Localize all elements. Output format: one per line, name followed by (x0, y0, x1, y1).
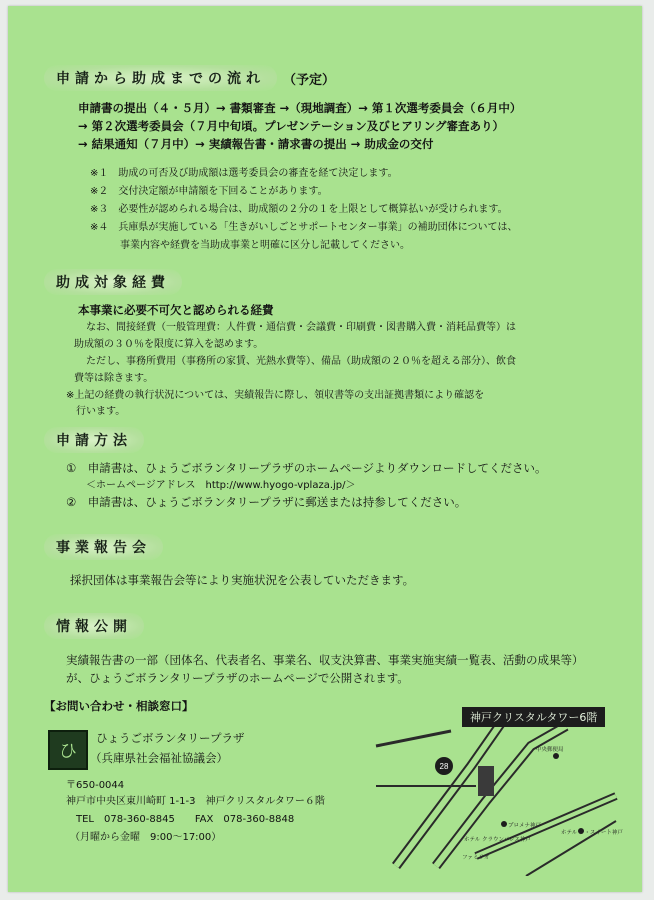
contact-tel-fax: TEL 078-360-8845 FAX 078-360-8848 (76, 814, 295, 825)
target-lead: 本事業に必要不可欠と認められる経費 (78, 303, 274, 317)
map-label: プロメナ神戸 (508, 823, 542, 829)
flow-note: ※３ 必要性が認められる場合は、助成額の２分の１を上限として概算払いが受けられます。 (90, 204, 508, 215)
target-line: ただし、事務所費用（事務所の家賃、光熱水費等）、備品（助成額の２０％を超える部分）、飲食 (86, 356, 516, 367)
access-map (366, 706, 624, 876)
method-url: ＜ホームページアドレス http://www.hyogo-vplaza.jp/＞ (66, 480, 356, 491)
target-line: なお、間接経費（一般管理費：人件費・通信費・会議費・印刷費・図書購入費・消耗品費等）は (86, 322, 516, 333)
flow-line: 申請書の提出（４・５月）→ 書類審査 →（現地調査）→ 第１次選考委員会（６月中） (78, 101, 522, 115)
section-title: 助成対象経費 (44, 269, 182, 295)
flow-line: → 第２次選考委員会（７月中旬頃。プレゼンテーション及びヒアリング審査あり） (78, 119, 505, 133)
flow-line: → 結果通知（７月中）→ 実績報告書・請求書の提出 → 助成金の交付 (78, 137, 434, 151)
contact-org-sub: （兵庫県社会福祉協議会） (90, 751, 228, 765)
section-title: 事業報告会 (44, 534, 163, 560)
target-line: 助成額の３０％を限度に算入を認めます。 (74, 339, 264, 350)
section-header-flow (44, 64, 335, 92)
method-line: ① 申請書は、ひょうごボランタリープラザのホームページよりダウンロードしてください。 (66, 461, 547, 475)
section-title: 情報公開 (44, 613, 144, 639)
flow-note: ※１ 助成の可否及び助成額は選考委員会の審査を経て決定します。 (90, 168, 398, 179)
route-number: 28 (439, 762, 449, 771)
contact-address: 神戸市中央区東川崎町 1-1-3 神戸クリスタルタワー６階 (66, 796, 325, 807)
map-label: ホテル クラウンパレス神戸 (464, 837, 531, 843)
flow-note: ※４ 兵庫県が実施している「生きがいしごとサポートセンター事業」の補助団体については、 (90, 222, 518, 233)
section-title: 申請から助成までの流れ (44, 65, 277, 91)
map-title: 神戸クリスタルタワー6階 (462, 707, 605, 727)
contact-org: ひょうごボランタリープラザ (96, 731, 245, 745)
target-line: 行います。 (66, 406, 126, 417)
map-label: ファミリオ (462, 855, 490, 861)
disclosure-line: 実績報告書の一部（団体名、代表者名、事業名、収支決算書、事業実施実績一覧表、活動の成果等） (66, 653, 584, 667)
map-label: ホテル ラ・スイート神戸 (561, 830, 623, 836)
flyer-sheet (8, 6, 642, 892)
section-header-method (44, 426, 144, 454)
section-header-target (44, 268, 182, 296)
section-header-report (44, 533, 163, 561)
target-line: 費等は除きます。 (74, 373, 154, 384)
contact-heading: 【お問い合わせ・相談窓口】 (44, 699, 194, 713)
contact-hours: （月曜から金曜 9:00～17:00） (70, 832, 222, 843)
target-line: ※上記の経費の執行状況については、実績報告に際し、領収書等の支出証拠書類により確認を (66, 390, 485, 401)
disclosure-line: が、ひょうごボランタリープラザのホームページで公開されます。 (66, 671, 409, 685)
section-suffix: （予定） (283, 72, 336, 88)
flow-note: ※２ 交付決定額が申請額を下回ることがあります。 (90, 186, 328, 197)
map-label: 中央郵便局 (536, 747, 564, 753)
section-title: 申請方法 (44, 427, 144, 453)
vplaza-logo-icon: ひ (48, 730, 88, 770)
method-line: ② 申請書は、ひょうごボランタリープラザに郵送または持参してください。 (66, 495, 467, 509)
flow-note: 事業内容や経費を当助成事業と明確に区分し記載してください。 (90, 240, 410, 251)
report-line: 採択団体は事業報告会等により実施状況を公表していただきます。 (70, 573, 415, 587)
contact-postal: 〒650-0044 (66, 780, 125, 791)
section-header-disclosure (44, 612, 144, 640)
